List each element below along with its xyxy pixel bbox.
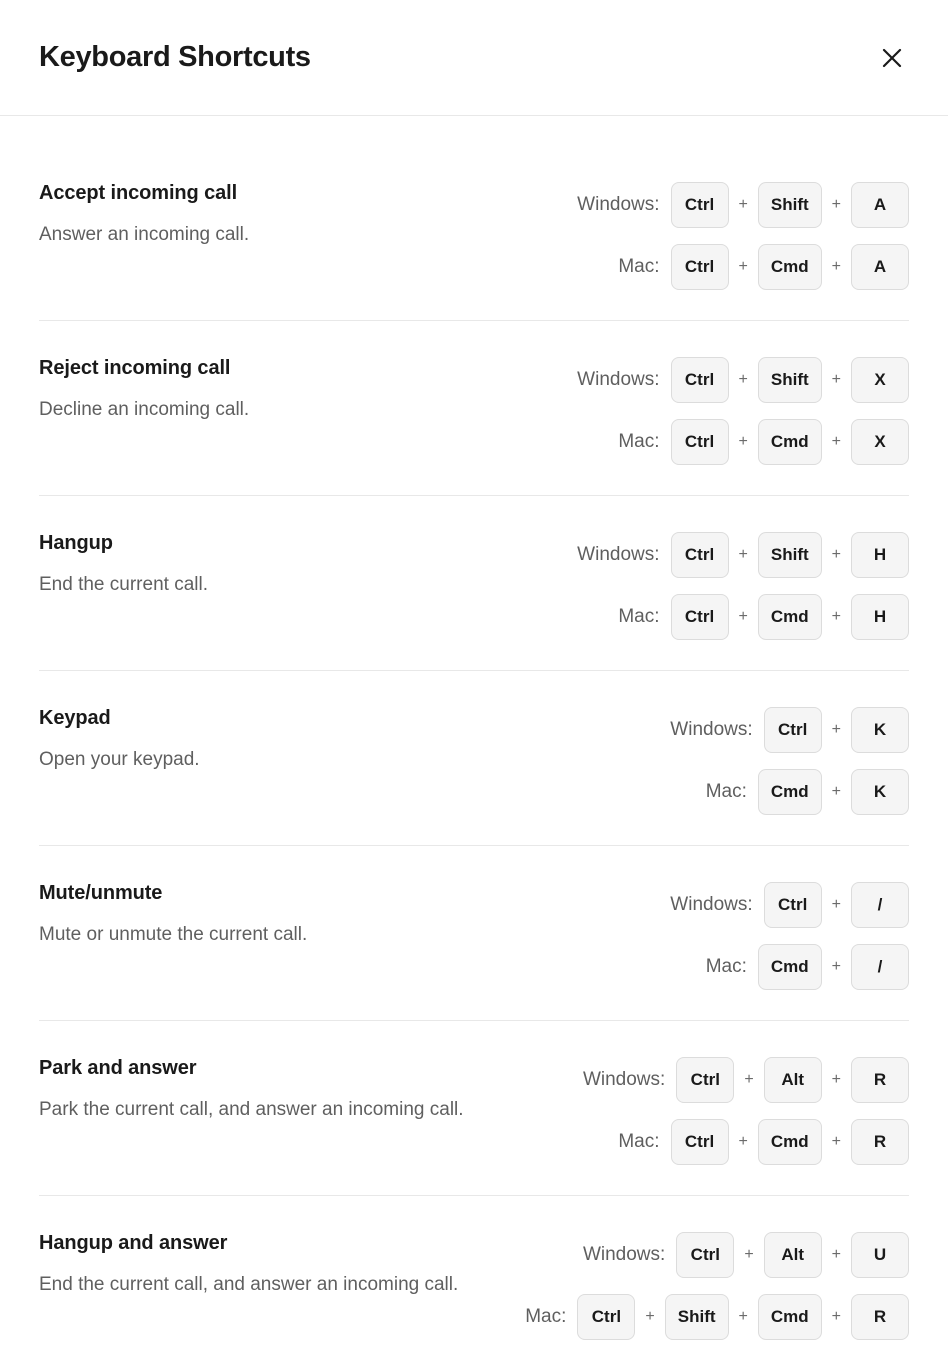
key-cap: / <box>851 944 909 990</box>
platform-label: Windows: <box>670 894 753 915</box>
platform-label: Windows: <box>582 1069 666 1090</box>
shortcut-info <box>39 1230 458 1302</box>
platform-label: Mac: <box>705 956 747 977</box>
key-binding-line <box>577 357 909 403</box>
platform-label: Mac: <box>705 781 747 802</box>
plus-separator: + <box>738 1133 748 1150</box>
key-cap: Ctrl <box>671 357 729 403</box>
shortcut-description: Park the current call, and answer an incoming call. <box>39 1099 464 1120</box>
plus-separator: + <box>831 608 841 625</box>
shortcut-description: Decline an incoming call. <box>39 399 250 420</box>
key-binding-line <box>583 1232 909 1278</box>
plus-separator: + <box>738 196 748 213</box>
key-cap: Ctrl <box>671 1119 729 1165</box>
shortcut-info <box>39 880 307 952</box>
key-cap: U <box>851 1232 909 1278</box>
key-cap: Shift <box>665 1294 729 1340</box>
key-cap: Ctrl <box>671 532 729 578</box>
key-cap: R <box>851 1119 909 1165</box>
shortcut-keys <box>577 530 909 640</box>
key-cap: Ctrl <box>577 1294 635 1340</box>
shortcut-keys <box>525 1230 909 1340</box>
platform-label: Windows: <box>577 369 660 390</box>
key-cap: Ctrl <box>671 182 729 228</box>
key-cap: Ctrl <box>676 1232 734 1278</box>
shortcut-description: End the current call, and answer an incoming call. <box>39 1274 459 1295</box>
plus-separator: + <box>738 546 748 563</box>
key-binding-line <box>577 182 909 228</box>
key-cap: Ctrl <box>764 707 822 753</box>
plus-separator: + <box>744 1071 754 1088</box>
key-binding-line <box>618 1119 909 1165</box>
key-cap: Ctrl <box>676 1057 734 1103</box>
plus-separator: + <box>738 371 748 388</box>
shortcut-name: Reject incoming call <box>39 357 231 379</box>
key-binding-line <box>670 882 909 928</box>
key-cap: R <box>851 1057 909 1103</box>
key-cap: Alt <box>764 1232 822 1278</box>
shortcut-keys <box>577 355 909 465</box>
shortcut-description: Mute or unmute the current call. <box>39 924 308 945</box>
plus-separator: + <box>831 896 841 913</box>
key-cap: H <box>851 594 909 640</box>
key-binding-line <box>706 944 909 990</box>
plus-separator: + <box>831 721 841 738</box>
page-title: Keyboard Shortcuts <box>39 41 311 73</box>
shortcut-info <box>39 530 208 602</box>
platform-label: Mac: <box>618 431 660 452</box>
plus-separator: + <box>744 1246 754 1263</box>
shortcut-row <box>39 1196 909 1370</box>
plus-separator: + <box>831 1308 841 1325</box>
platform-label: Mac: <box>618 606 660 627</box>
dialog-header <box>0 0 948 116</box>
shortcut-description: End the current call. <box>39 574 208 595</box>
shortcut-list <box>0 116 948 1370</box>
plus-separator: + <box>645 1308 655 1325</box>
key-binding-line <box>618 594 909 640</box>
shortcut-name: Hangup <box>39 532 113 554</box>
key-cap: K <box>851 769 909 815</box>
platform-label: Windows: <box>670 719 753 740</box>
key-cap: Shift <box>758 182 822 228</box>
plus-separator: + <box>831 1246 841 1263</box>
key-binding-line <box>618 419 909 465</box>
key-cap: K <box>851 707 909 753</box>
shortcut-description: Answer an incoming call. <box>39 224 250 245</box>
platform-label: Mac: <box>618 256 660 277</box>
platform-label: Windows: <box>577 544 660 565</box>
shortcut-row <box>39 846 909 1021</box>
shortcut-keys <box>670 880 909 990</box>
key-cap: Cmd <box>758 769 822 815</box>
key-binding-line <box>525 1294 909 1340</box>
key-binding-line <box>670 707 909 753</box>
key-cap: Shift <box>758 532 822 578</box>
shortcut-info <box>39 180 249 252</box>
key-cap: Shift <box>758 357 822 403</box>
key-cap: Cmd <box>758 944 822 990</box>
key-cap: Cmd <box>758 244 822 290</box>
key-cap: Ctrl <box>671 594 729 640</box>
shortcut-keys <box>670 705 909 815</box>
plus-separator: + <box>831 546 841 563</box>
key-cap: Ctrl <box>671 419 729 465</box>
shortcut-info <box>39 705 200 777</box>
key-cap: H <box>851 532 909 578</box>
shortcut-row <box>39 496 909 671</box>
key-cap: R <box>851 1294 909 1340</box>
shortcut-info <box>39 1055 464 1127</box>
plus-separator: + <box>831 258 841 275</box>
shortcut-keys <box>583 1055 909 1165</box>
shortcut-row <box>39 116 909 321</box>
shortcut-name: Hangup and answer <box>39 1232 228 1254</box>
shortcut-name: Mute/unmute <box>39 882 163 904</box>
shortcut-info <box>39 355 249 427</box>
platform-label: Mac: <box>618 1131 660 1152</box>
key-cap: Cmd <box>758 419 822 465</box>
shortcut-row <box>39 1021 909 1196</box>
key-cap: Cmd <box>758 1119 822 1165</box>
key-cap: A <box>851 244 909 290</box>
key-cap: Alt <box>764 1057 822 1103</box>
shortcut-name: Keypad <box>39 707 111 729</box>
plus-separator: + <box>831 783 841 800</box>
platform-label: Windows: <box>582 1244 666 1265</box>
shortcut-description: Open your keypad. <box>39 749 200 770</box>
platform-label: Windows: <box>577 194 660 215</box>
key-cap: A <box>851 182 909 228</box>
shortcut-row <box>39 671 909 846</box>
plus-separator: + <box>831 1133 841 1150</box>
key-binding-line <box>583 1057 909 1103</box>
shortcut-row <box>39 321 909 496</box>
plus-separator: + <box>831 1071 841 1088</box>
plus-separator: + <box>831 371 841 388</box>
key-binding-line <box>577 532 909 578</box>
plus-separator: + <box>738 433 748 450</box>
plus-separator: + <box>831 958 841 975</box>
plus-separator: + <box>831 196 841 213</box>
key-cap: X <box>851 357 909 403</box>
plus-separator: + <box>831 433 841 450</box>
shortcut-keys <box>577 180 909 290</box>
key-cap: Ctrl <box>764 882 822 928</box>
key-cap: X <box>851 419 909 465</box>
key-binding-line <box>706 769 909 815</box>
key-cap: Cmd <box>758 594 822 640</box>
plus-separator: + <box>738 608 748 625</box>
key-binding-line <box>618 244 909 290</box>
plus-separator: + <box>738 258 748 275</box>
platform-label: Mac: <box>525 1306 567 1327</box>
key-cap: / <box>851 882 909 928</box>
key-cap: Ctrl <box>671 244 729 290</box>
shortcut-name: Accept incoming call <box>39 182 238 204</box>
key-cap: Cmd <box>758 1294 822 1340</box>
close-icon[interactable] <box>872 38 912 78</box>
plus-separator: + <box>738 1308 748 1325</box>
shortcut-name: Park and answer <box>39 1057 197 1079</box>
